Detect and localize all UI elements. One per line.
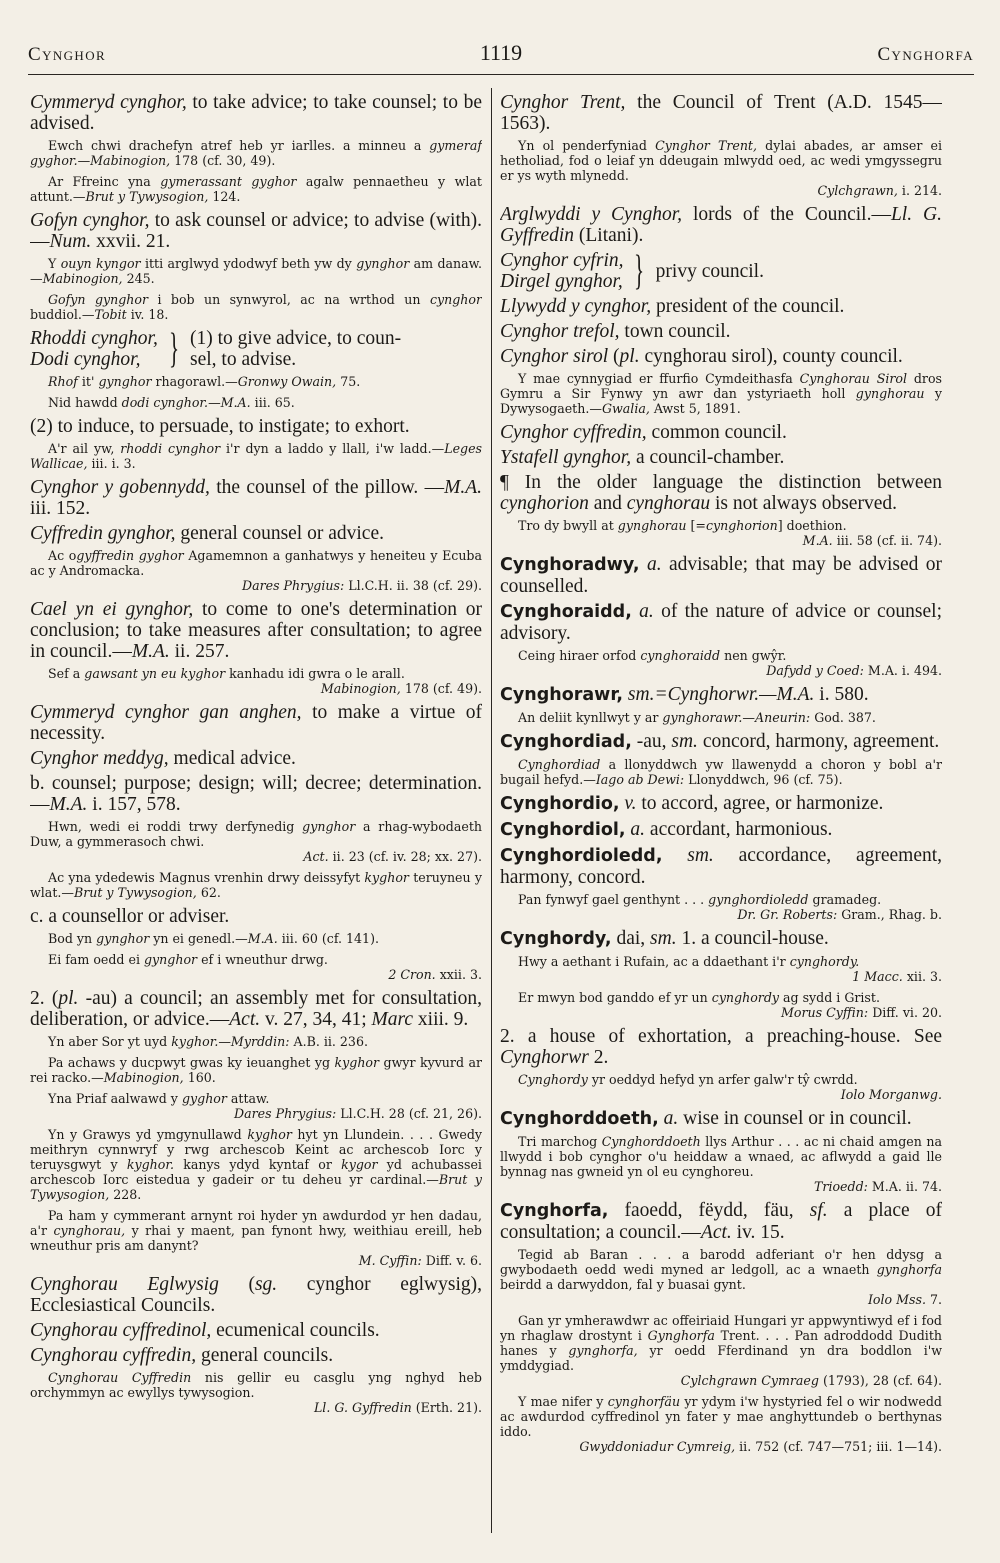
- entry: 2. a house of exhortation, a preaching-house. See Cynghorwr 2.: [500, 1026, 942, 1068]
- entry: Cynghorau cyffredin, general councils.: [30, 1345, 334, 1366]
- headword-entry: Cynghoraidd, a. of the nature of advice or counsel; advisory.: [500, 601, 942, 644]
- citation: Gofyn gynghor i bob un synwyrol, ac na wrthod un cynghor buddiol.—Tobit iv. 18.: [30, 292, 482, 322]
- entry: Cymmeryd cynghor gan anghen, to make a virtue of necessity.: [30, 702, 482, 744]
- citation: Nid hawdd dodi cynghor.—M.A. iii. 65.: [48, 395, 295, 410]
- citation: An deliit kynllwyt y ar gynghorawr.—Aneurin: God. 387.: [518, 710, 876, 725]
- citation: Y mae cynnygiad er ffurfio Cymdeithasfa Cynghorau Sirol dros Gymru a Sir Fynwy yn awr dan ystyriaeth holl gynghorau y Dywysogaeth.—Gwalia, Awst 5, 1891.: [500, 371, 942, 416]
- entry: Cynghor Trent, the Council of Trent (A.D. 1545—1563).: [500, 92, 942, 134]
- entry-braced: Rhoddi cynghor, Dodi cynghor, } (1) to give advice, to coun- sel, to advise.: [30, 326, 402, 372]
- citation: Y mae nifer y cynghorfäu yr ydym i'w hystyried fel o wir nodwedd ac awdurdod cyffredinol yn fater y mae anghyttundeb o berthynas iddo. Gwyddoniadur Cymreig, ii. 752 (cf. 747—751; iii. 1—14).: [500, 1394, 942, 1454]
- headword-entry: Cynghordiad, -au, sm. concord, harmony, agreement.: [500, 731, 940, 752]
- entry: Cynghor y gobennydd, the counsel of the pillow. —M.A. iii. 152.: [30, 477, 482, 519]
- entry: c. a counsellor or adviser.: [30, 906, 230, 927]
- citation: Er mwyn bod ganddo ef yr un cynghordy ag sydd i Grist. Morus Cyffin: Diff. vi. 20.: [518, 990, 942, 1020]
- running-header: [28, 32, 974, 66]
- headword-entry: Cynghorfa, faoedd, fëydd, fäu, sf. a place of consultation; a council.—Act. iv. 15.: [500, 1200, 942, 1243]
- entry: Ystafell gynghor, a council-chamber.: [500, 447, 785, 468]
- entry: Cynghor meddyg, medical advice.: [30, 748, 296, 769]
- citation: Tri marchog Cynghorddoeth llys Arthur . . . ac ni chaid amgen na llwydd i bob cynghor o'u heiddaw a wnaed, ac aflwydd a gaid lle bynnag nas gwneid yn ol eu cynghoreu. Trioedd: M.A. ii. 74.: [500, 1134, 942, 1194]
- entry: Cynghor trefol, town council.: [500, 321, 731, 342]
- citation: Hwn, wedi ei roddi trwy derfynedig gynghor a rhag-wybodaeth Duw, a gymmerasoch chwi. Act. ii. 23 (cf. iv. 28; xx. 27).: [30, 819, 482, 864]
- citation: Gan yr ymherawdwr ac offeiriaid Hungari yr appwyntiwyd ef i fod yn rhaglaw drostynt i Gynghorfa Trent. . . . Pan adroddodd Dudith hanes y gynghorfa, yr oedd Fferdinand yn dra boddlon i'w ymddygiad. Cylchgrawn Cymraeg (1793), 28 (cf. 64).: [500, 1313, 942, 1388]
- entry: Cael yn ei gynghor, to come to one's determination or conclusion; to take measures after consultation; to agree in council.—M.A. ii. 257.: [30, 599, 482, 662]
- citation: Yn ol penderfyniad Cynghor Trent, dylai abades, ar amser ei hetholiad, fod o leiaf yn ddeugain mlwydd oed, ac wedi ymgyssegru er ys wyth mlynedd. Cylchgrawn, i. 214.: [500, 138, 942, 198]
- page-number: 1119: [479, 40, 523, 65]
- citation: Ei fam oedd ei gynghor ef i wneuthur drwg. 2 Cron. xxii. 3.: [48, 952, 482, 982]
- headword-entry: Cynghordio, v. to accord, agree, or harmonize.: [500, 793, 884, 814]
- entry: 2. (pl. -au) a council; an assembly met for consultation, deliberation, or advice.—Act. v. 27, 34, 41; Marc xiii. 9.: [30, 988, 482, 1030]
- citation: Tro dy bwyll at gynghorau [=cynghorion] doethion. M.A. iii. 58 (cf. ii. 74).: [518, 518, 942, 548]
- citation: Yn aber Sor yt uyd kyghor.—Myrddin: A.B. ii. 236.: [48, 1034, 368, 1049]
- entry: Cynghorau cyffredinol, ecumenical councils.: [30, 1320, 380, 1341]
- citation: Pan fynwyf gael genthynt . . . gynghordioledd gramadeg. Dr. Gr. Roberts: Gram., Rhag. b.: [518, 892, 942, 922]
- citation: Ar Ffreinc yna gymerassant gyghor agalw pennaetheu y wlat attunt.—Brut y Tywysogion, 124.: [30, 174, 482, 204]
- citation: Y ouyn kyngor itti arglwyd ydodwyf beth yw dy gynghor am danaw.—Mabinogion, 245.: [30, 256, 482, 286]
- entry: b. counsel; purpose; design; will; decree; determination.—M.A. i. 157, 578.: [30, 773, 482, 815]
- headword-entry: Cynghordiol, a. accordant, harmonious.: [500, 819, 833, 840]
- entry: Arglwyddi y Cynghor, lords of the Council.—Ll. G. Gyffredin (Litani).: [500, 204, 942, 246]
- headword-entry: Cynghoradwy, a. advisable; that may be advised or counselled.: [500, 554, 942, 597]
- citation: Hwy a aethant i Rufain, ac a ddaethant i'r cynghordy. 1 Macc. xii. 3.: [518, 954, 942, 984]
- note-paragraph: ¶ In the older language the distinction between cynghorion and cynghorau is not always observed.: [500, 472, 942, 514]
- header-rule: [28, 74, 974, 75]
- citation: Cynghordy yr oeddyd hefyd yn arfer galw'r tŷ cwrdd. Iolo Morganwg.: [518, 1072, 942, 1102]
- citation: Sef a gawsant yn eu kyghor kanhadu idi gwra o le arall. Mabinogion, 178 (cf. 49).: [48, 666, 482, 696]
- right-column: [500, 90, 942, 1540]
- citation: A'r ail yw, rhoddi cynghor i'r dyn a laddo y llall, i'w ladd.—Leges Wallicae, iii. i. 3.: [30, 441, 482, 471]
- entry: Cymmeryd cynghor, to take advice; to take counsel; to be advised.: [30, 92, 482, 134]
- citation: Yna Priaf aalwawd y gyghor attaw. Dares Phrygius: Ll.C.H. 28 (cf. 21, 26).: [48, 1091, 482, 1121]
- citation: Pa ham y cymmerant arnynt roi hyder yn awdurdod yr hen dadau, a'r cynghorau, y rhai y maent, pan fynont hwy, weithiau ereill, heb wneuthur pris am danynt? M. Cyffin: Diff. v. 6.: [30, 1208, 482, 1268]
- headword-entry: Cynghordioledd, sm. accordance, agreement, harmony, concord.: [500, 845, 942, 888]
- entry: (2) to induce, to persuade, to instigate; to exhort.: [30, 416, 410, 437]
- entry-braced: Cynghor cyfrin, Dirgel gynghor, } privy council.: [500, 248, 764, 294]
- entry: Cyffredin gynghor, general counsel or advice.: [30, 523, 384, 544]
- citation: Pa achaws y ducpwyt gwas ky ieuanghet yg kyghor gwyr kyvurd ar rei racko.—Mabinogion, 160.: [30, 1055, 482, 1085]
- headword-entry: Cynghorawr, sm.=Cynghorwr.—M.A. i. 580.: [500, 684, 869, 705]
- citation: Rhof it' gynghor rhagorawl.—Gronwy Owain, 75.: [48, 374, 361, 389]
- citation: Ac yna ydedewis Magnus vrenhin drwy deissyfyt kyghor teruyneu y wlat.—Brut y Tywysogion, 62.: [30, 870, 482, 900]
- entry: Cynghorau Eglwysig (sg. cynghor eglwysig), Ecclesiastical Councils.: [30, 1274, 482, 1316]
- header-left: Cynghor: [28, 44, 107, 65]
- entry: Gofyn cynghor, to ask counsel or advice; to advise (with).—Num. xxvii. 21.: [30, 210, 482, 252]
- left-column: [30, 90, 482, 1540]
- citation: Ac ogyffredin gyghor Agamemnon a ganhatwys y heneiteu y Ecuba ac y Andromacka. Dares Phrygius: Ll.C.H. ii. 38 (cf. 29).: [30, 548, 482, 593]
- column-divider: [491, 88, 492, 1533]
- entry: Cynghor cyffredin, common council.: [500, 422, 787, 443]
- header-right: Cynghorfa: [877, 44, 974, 65]
- citation: Bod yn gynghor yn ei genedl.—M.A. iii. 60 (cf. 141).: [48, 931, 379, 946]
- entry: Cynghor sirol (pl. cynghorau sirol), county council.: [500, 346, 903, 367]
- citation: Ewch chwi drachefyn atref heb yr iarlles. a minneu a gymeraf gyghor.—Mabinogion, 178 (cf. 30, 49).: [30, 138, 482, 168]
- headword-entry: Cynghorddoeth, a. wise in counsel or in council.: [500, 1108, 912, 1129]
- citation: Ceing hiraer orfod cynghoraidd nen gwŷr. Dafydd y Coed: M.A. i. 494.: [518, 648, 942, 678]
- citation: Cynghorau Cyffredin nis gellir eu casglu yng nghyd heb orchymmyn ac ewyllys tywysogion. Ll. G. Gyffredin (Erth. 21).: [30, 1370, 482, 1415]
- entry: Llywydd y cynghor, president of the council.: [500, 296, 845, 317]
- headword-entry: Cynghordy, dai, sm. 1. a council-house.: [500, 928, 829, 949]
- citation: Yn y Grawys yd ymgynullawd kyghor hyt yn Llundein. . . . Gwedy meithryn cynnwryf y rwg archescob Keint ac archescob Iorc y teruysgwyt y kyghor. kanys ydyd kyntaf or kygor yd achubassei archescob Iorc eistedua y gadeir or tu deheu yr cardinal.—Brut y Tywysogion, 228.: [30, 1127, 482, 1202]
- citation: Tegid ab Baran . . . a barodd adferiant o'r hen ddysg a gwybodaeth oedd wedi myned ar ledgoll, ac a wnaeth gynghorfa beirdd a darwyddon, fal y buasai gynt. Iolo Mss. 7.: [500, 1247, 942, 1307]
- citation: Cynghordiad a llonyddwch yw llawenydd a choron y bobl a'r bugail hefyd.—Iago ab Dewi: Llonyddwch, 96 (cf. 75).: [500, 757, 942, 787]
